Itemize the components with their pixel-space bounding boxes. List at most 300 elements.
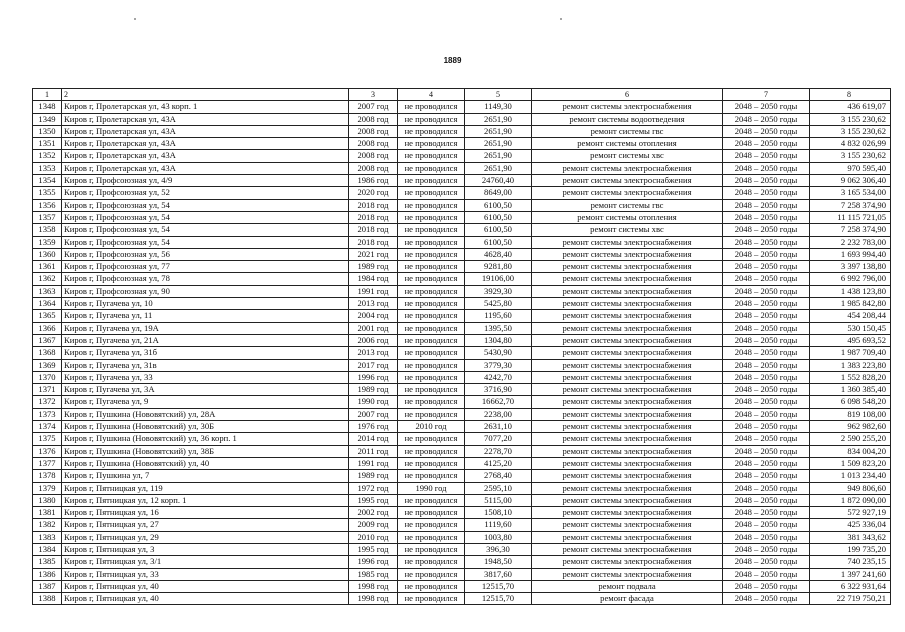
cost-cell: 4 832 026,99 [810,138,891,150]
address-cell: Киров г, Пугачева ул, 9 [62,396,349,408]
address-cell: Киров г, Пугачева ул, 31б [62,347,349,359]
address-cell: Киров г, Пролетарская ул, 43А [62,113,349,125]
work-type-cell: ремонт системы электроснабжения [532,371,723,383]
work-type-cell: ремонт системы электроснабжения [532,445,723,457]
period-cell: 2048 – 2050 годы [723,334,810,346]
work-type-cell: ремонт фасада [532,593,723,605]
cost-cell: 1 360 385,40 [810,384,891,396]
address-cell: Киров г, Профсоюзная ул, 77 [62,261,349,273]
period-cell: 2048 – 2050 годы [723,433,810,445]
table-row [33,334,891,346]
row-number-cell: 1363 [33,285,62,297]
area-cell: 12515,70 [465,580,532,592]
cost-cell: 2 590 255,20 [810,433,891,445]
table-row [33,138,891,150]
cost-cell: 6 992 796,00 [810,273,891,285]
address-cell: Киров г, Пятницкая ул, 40 [62,593,349,605]
area-cell: 1395,50 [465,322,532,334]
period-cell: 2048 – 2050 годы [723,396,810,408]
address-cell: Киров г, Пугачева ул, 11 [62,310,349,322]
last-repair-cell: не проводился [398,494,465,506]
build-year-cell: 2011 год [349,445,398,457]
area-cell: 1948,50 [465,556,532,568]
period-cell: 2048 – 2050 годы [723,224,810,236]
address-cell: Киров г, Пятницкая ул, 29 [62,531,349,543]
period-cell: 2048 – 2050 годы [723,482,810,494]
last-repair-cell: не проводился [398,211,465,223]
repair-schedule-table [32,88,891,605]
period-cell: 2048 – 2050 годы [723,125,810,137]
row-number-cell: 1360 [33,248,62,260]
period-cell: 2048 – 2050 годы [723,298,810,310]
cost-cell: 6 098 548,20 [810,396,891,408]
last-repair-cell: не проводился [398,175,465,187]
build-year-cell: 1998 год [349,580,398,592]
header-cell: 3 [349,89,398,101]
last-repair-cell: не проводился [398,101,465,113]
address-cell: Киров г, Пролетарская ул, 43А [62,162,349,174]
cost-cell: 381 343,62 [810,531,891,543]
last-repair-cell: не проводился [398,125,465,137]
address-cell: Киров г, Пугачева ул, 33 [62,371,349,383]
work-type-cell: ремонт системы электроснабжения [532,396,723,408]
row-number-cell: 1380 [33,494,62,506]
address-cell: Киров г, Профсоюзная ул, 90 [62,285,349,297]
area-cell: 396,30 [465,543,532,555]
row-number-cell: 1372 [33,396,62,408]
build-year-cell: 2002 год [349,507,398,519]
build-year-cell: 1995 год [349,543,398,555]
row-number-cell: 1367 [33,334,62,346]
area-cell: 6100,50 [465,199,532,211]
table-row [33,593,891,605]
build-year-cell: 2017 год [349,359,398,371]
address-cell: Киров г, Профсоюзная ул, 56 [62,248,349,260]
area-cell: 2651,90 [465,162,532,174]
area-cell: 1304,80 [465,334,532,346]
last-repair-cell: не проводился [398,457,465,469]
last-repair-cell: не проводился [398,248,465,260]
address-cell: Киров г, Пролетарская ул, 43А [62,150,349,162]
build-year-cell: 2008 год [349,125,398,137]
last-repair-cell: 2010 год [398,421,465,433]
address-cell: Киров г, Пятницкая ул, 27 [62,519,349,531]
last-repair-cell: не проводился [398,322,465,334]
area-cell: 2768,40 [465,470,532,482]
row-number-cell: 1366 [33,322,62,334]
last-repair-cell: не проводился [398,162,465,174]
cost-cell: 962 982,60 [810,421,891,433]
address-cell: Киров г, Профсоюзная ул, 54 [62,211,349,223]
work-type-cell: ремонт системы электроснабжения [532,285,723,297]
row-number-cell: 1359 [33,236,62,248]
period-cell: 2048 – 2050 годы [723,211,810,223]
period-cell: 2048 – 2050 годы [723,507,810,519]
last-repair-cell: не проводился [398,556,465,568]
area-cell: 6100,50 [465,211,532,223]
row-number-cell: 1368 [33,347,62,359]
page-number: 1889 [443,56,462,65]
header-cell: 8 [810,89,891,101]
work-type-cell: ремонт системы электроснабжения [532,433,723,445]
period-cell: 2048 – 2050 годы [723,236,810,248]
build-year-cell: 2008 год [349,113,398,125]
cost-cell: 425 336,04 [810,519,891,531]
cost-cell: 1 383 223,80 [810,359,891,371]
period-cell: 2048 – 2050 годы [723,580,810,592]
table-row [33,494,891,506]
table-row [33,187,891,199]
period-cell: 2048 – 2050 годы [723,347,810,359]
row-number-cell: 1349 [33,113,62,125]
build-year-cell: 2008 год [349,150,398,162]
last-repair-cell: не проводился [398,396,465,408]
area-cell: 2278,70 [465,445,532,457]
work-type-cell: ремонт подвала [532,580,723,592]
cost-cell: 1 438 123,80 [810,285,891,297]
build-year-cell: 2008 год [349,162,398,174]
work-type-cell: ремонт системы электроснабжения [532,543,723,555]
build-year-cell: 2014 год [349,433,398,445]
row-number-cell: 1364 [33,298,62,310]
table-row [33,199,891,211]
last-repair-cell: не проводился [398,261,465,273]
work-type-cell: ремонт системы отопления [532,211,723,223]
work-type-cell: ремонт системы отопления [532,138,723,150]
address-cell: Киров г, Пугачева ул, 3А [62,384,349,396]
address-cell: Киров г, Профсоюзная ул, 54 [62,224,349,236]
last-repair-cell: не проводился [398,445,465,457]
period-cell: 2048 – 2050 годы [723,556,810,568]
cost-cell: 2 232 783,00 [810,236,891,248]
row-number-cell: 1388 [33,593,62,605]
address-cell: Киров г, Профсоюзная ул, 78 [62,273,349,285]
row-number-cell: 1381 [33,507,62,519]
last-repair-cell: не проводился [398,273,465,285]
area-cell: 3779,30 [465,359,532,371]
work-type-cell: ремонт системы электроснабжения [532,322,723,334]
row-number-cell: 1382 [33,519,62,531]
cost-cell: 11 115 721,05 [810,211,891,223]
row-number-cell: 1376 [33,445,62,457]
table-row [33,396,891,408]
address-cell: Киров г, Пролетарская ул, 43 корп. 1 [62,101,349,113]
cost-cell: 3 155 230,62 [810,113,891,125]
work-type-cell: ремонт системы гвс [532,125,723,137]
last-repair-cell: не проводился [398,236,465,248]
build-year-cell: 1990 год [349,396,398,408]
area-cell: 4628,40 [465,248,532,260]
period-cell: 2048 – 2050 годы [723,273,810,285]
last-repair-cell: не проводился [398,347,465,359]
period-cell: 2048 – 2050 годы [723,150,810,162]
last-repair-cell: не проводился [398,580,465,592]
last-repair-cell: не проводился [398,543,465,555]
last-repair-cell: не проводился [398,334,465,346]
period-cell: 2048 – 2050 годы [723,371,810,383]
table-row [33,470,891,482]
row-number-cell: 1350 [33,125,62,137]
table-row [33,457,891,469]
period-cell: 2048 – 2050 годы [723,457,810,469]
cost-cell: 3 155 230,62 [810,125,891,137]
period-cell: 2048 – 2050 годы [723,384,810,396]
last-repair-cell: не проводился [398,384,465,396]
table-row [33,162,891,174]
work-type-cell: ремонт системы электроснабжения [532,494,723,506]
row-number-cell: 1377 [33,457,62,469]
cost-cell: 1 985 842,80 [810,298,891,310]
period-cell: 2048 – 2050 годы [723,322,810,334]
address-cell: Киров г, Пролетарская ул, 43А [62,138,349,150]
build-year-cell: 2018 год [349,211,398,223]
area-cell: 9281,80 [465,261,532,273]
work-type-cell: ремонт системы электроснабжения [532,187,723,199]
address-cell: Киров г, Пятницкая ул, 33 [62,568,349,580]
address-cell: Киров г, Пятницкая ул, 12 корп. 1 [62,494,349,506]
row-number-cell: 1383 [33,531,62,543]
build-year-cell: 1986 год [349,175,398,187]
last-repair-cell: 1990 год [398,482,465,494]
row-number-cell: 1357 [33,211,62,223]
area-cell: 2631,10 [465,421,532,433]
last-repair-cell: не проводился [398,408,465,420]
row-number-cell: 1355 [33,187,62,199]
period-cell: 2048 – 2050 годы [723,568,810,580]
cost-cell: 454 208,44 [810,310,891,322]
last-repair-cell: не проводился [398,507,465,519]
cost-cell: 495 693,52 [810,334,891,346]
row-number-cell: 1371 [33,384,62,396]
period-cell: 2048 – 2050 годы [723,261,810,273]
table-row [33,384,891,396]
last-repair-cell: не проводился [398,285,465,297]
header-cell: 4 [398,89,465,101]
row-number-cell: 1373 [33,408,62,420]
last-repair-cell: не проводился [398,568,465,580]
address-cell: Киров г, Пугачева ул, 31в [62,359,349,371]
build-year-cell: 2021 год [349,248,398,260]
area-cell: 5425,80 [465,298,532,310]
header-cell: 1 [33,89,62,101]
area-cell: 6100,50 [465,236,532,248]
work-type-cell: ремонт системы гвс [532,199,723,211]
row-number-cell: 1361 [33,261,62,273]
area-cell: 24760,40 [465,175,532,187]
cost-cell: 1 872 090,00 [810,494,891,506]
table-row [33,359,891,371]
last-repair-cell: не проводился [398,310,465,322]
period-cell: 2048 – 2050 годы [723,519,810,531]
address-cell: Киров г, Пугачева ул, 10 [62,298,349,310]
work-type-cell: ремонт системы электроснабжения [532,408,723,420]
area-cell: 1003,80 [465,531,532,543]
build-year-cell: 1996 год [349,556,398,568]
work-type-cell: ремонт системы электроснабжения [532,457,723,469]
build-year-cell: 1989 год [349,384,398,396]
cost-cell: 572 927,19 [810,507,891,519]
period-cell: 2048 – 2050 годы [723,175,810,187]
area-cell: 1508,10 [465,507,532,519]
period-cell: 2048 – 2050 годы [723,593,810,605]
row-number-cell: 1385 [33,556,62,568]
area-cell: 1149,30 [465,101,532,113]
table-row [33,347,891,359]
build-year-cell: 1976 год [349,421,398,433]
cost-cell: 970 595,40 [810,162,891,174]
area-cell: 2651,90 [465,138,532,150]
work-type-cell: ремонт системы водоотведения [532,113,723,125]
area-cell: 1119,60 [465,519,532,531]
cost-cell: 1 397 241,60 [810,568,891,580]
last-repair-cell: не проводился [398,371,465,383]
area-cell: 3817,60 [465,568,532,580]
address-cell: Киров г, Пушкина (Нововятский) ул, 38Б [62,445,349,457]
area-cell: 2238,00 [465,408,532,420]
row-number-cell: 1379 [33,482,62,494]
area-cell: 19106,00 [465,273,532,285]
work-type-cell: ремонт системы электроснабжения [532,470,723,482]
period-cell: 2048 – 2050 годы [723,470,810,482]
last-repair-cell: не проводился [398,224,465,236]
last-repair-cell: не проводился [398,113,465,125]
row-number-cell: 1375 [33,433,62,445]
row-number-cell: 1356 [33,199,62,211]
table-row [33,285,891,297]
build-year-cell: 2001 год [349,322,398,334]
table-row [33,224,891,236]
build-year-cell: 2007 год [349,101,398,113]
address-cell: Киров г, Профсоюзная ул, 54 [62,236,349,248]
scan-speck [134,18,136,20]
table-row [33,519,891,531]
row-number-cell: 1387 [33,580,62,592]
table-row [33,556,891,568]
table-row [33,322,891,334]
address-cell: Киров г, Профсоюзная ул, 54 [62,199,349,211]
area-cell: 3716,90 [465,384,532,396]
period-cell: 2048 – 2050 годы [723,285,810,297]
cost-cell: 7 258 374,90 [810,199,891,211]
build-year-cell: 2004 год [349,310,398,322]
work-type-cell: ремонт системы электроснабжения [532,359,723,371]
work-type-cell: ремонт системы электроснабжения [532,519,723,531]
work-type-cell: ремонт системы электроснабжения [532,568,723,580]
period-cell: 2048 – 2050 годы [723,248,810,260]
header-cell: 2 [62,89,349,101]
period-cell: 2048 – 2050 годы [723,113,810,125]
table-row [33,531,891,543]
address-cell: Киров г, Пролетарская ул, 43А [62,125,349,137]
address-cell: Киров г, Пушкина (Нововятский) ул, 30Б [62,421,349,433]
row-number-cell: 1351 [33,138,62,150]
row-number-cell: 1370 [33,371,62,383]
last-repair-cell: не проводился [398,519,465,531]
period-cell: 2048 – 2050 годы [723,187,810,199]
row-number-cell: 1362 [33,273,62,285]
area-cell: 4242,70 [465,371,532,383]
row-number-cell: 1384 [33,543,62,555]
table-row [33,175,891,187]
work-type-cell: ремонт системы хвс [532,224,723,236]
build-year-cell: 1998 год [349,593,398,605]
row-number-cell: 1352 [33,150,62,162]
area-cell: 7077,20 [465,433,532,445]
scan-speck [560,18,562,20]
cost-cell: 9 062 306,40 [810,175,891,187]
cost-cell: 1 509 823,20 [810,457,891,469]
build-year-cell: 1989 год [349,470,398,482]
table-row [33,101,891,113]
area-cell: 5115,00 [465,494,532,506]
address-cell: Киров г, Пугачева ул, 21А [62,334,349,346]
area-cell: 1195,60 [465,310,532,322]
row-number-cell: 1365 [33,310,62,322]
table-row [33,507,891,519]
cost-cell: 3 155 230,62 [810,150,891,162]
build-year-cell: 2010 год [349,531,398,543]
cost-cell: 6 322 931,64 [810,580,891,592]
table-row [33,211,891,223]
period-cell: 2048 – 2050 годы [723,310,810,322]
cost-cell: 3 397 138,80 [810,261,891,273]
last-repair-cell: не проводился [398,298,465,310]
cost-cell: 949 806,60 [810,482,891,494]
build-year-cell: 1991 год [349,285,398,297]
address-cell: Киров г, Пушкина (Нововятский) ул, 40 [62,457,349,469]
work-type-cell: ремонт системы электроснабжения [532,334,723,346]
table-row [33,150,891,162]
address-cell: Киров г, Пушкина (Нововятский) ул, 36 корп. 1 [62,433,349,445]
table-row [33,445,891,457]
area-cell: 4125,20 [465,457,532,469]
work-type-cell: ремонт системы электроснабжения [532,507,723,519]
last-repair-cell: не проводился [398,470,465,482]
work-type-cell: ремонт системы электроснабжения [532,298,723,310]
period-cell: 2048 – 2050 годы [723,138,810,150]
cost-cell: 834 004,20 [810,445,891,457]
work-type-cell: ремонт системы электроснабжения [532,261,723,273]
build-year-cell: 2009 год [349,519,398,531]
table-row [33,273,891,285]
area-cell: 2651,90 [465,150,532,162]
cost-cell: 1 987 709,40 [810,347,891,359]
build-year-cell: 1991 год [349,457,398,469]
table-row [33,371,891,383]
build-year-cell: 2018 год [349,199,398,211]
work-type-cell: ремонт системы электроснабжения [532,236,723,248]
build-year-cell: 1985 год [349,568,398,580]
table-header-row [33,89,891,101]
work-type-cell: ремонт системы электроснабжения [532,531,723,543]
area-cell: 8649,00 [465,187,532,199]
build-year-cell: 2013 год [349,347,398,359]
period-cell: 2048 – 2050 годы [723,162,810,174]
table-row [33,568,891,580]
cost-cell: 22 719 750,21 [810,593,891,605]
table-row [33,298,891,310]
area-cell: 2651,90 [465,125,532,137]
address-cell: Киров г, Пятницкая ул, 16 [62,507,349,519]
build-year-cell: 1989 год [349,261,398,273]
work-type-cell: ремонт системы электроснабжения [532,101,723,113]
build-year-cell: 2007 год [349,408,398,420]
table-row [33,248,891,260]
period-cell: 2048 – 2050 годы [723,408,810,420]
row-number-cell: 1358 [33,224,62,236]
work-type-cell: ремонт системы электроснабжения [532,482,723,494]
area-cell: 6100,50 [465,224,532,236]
